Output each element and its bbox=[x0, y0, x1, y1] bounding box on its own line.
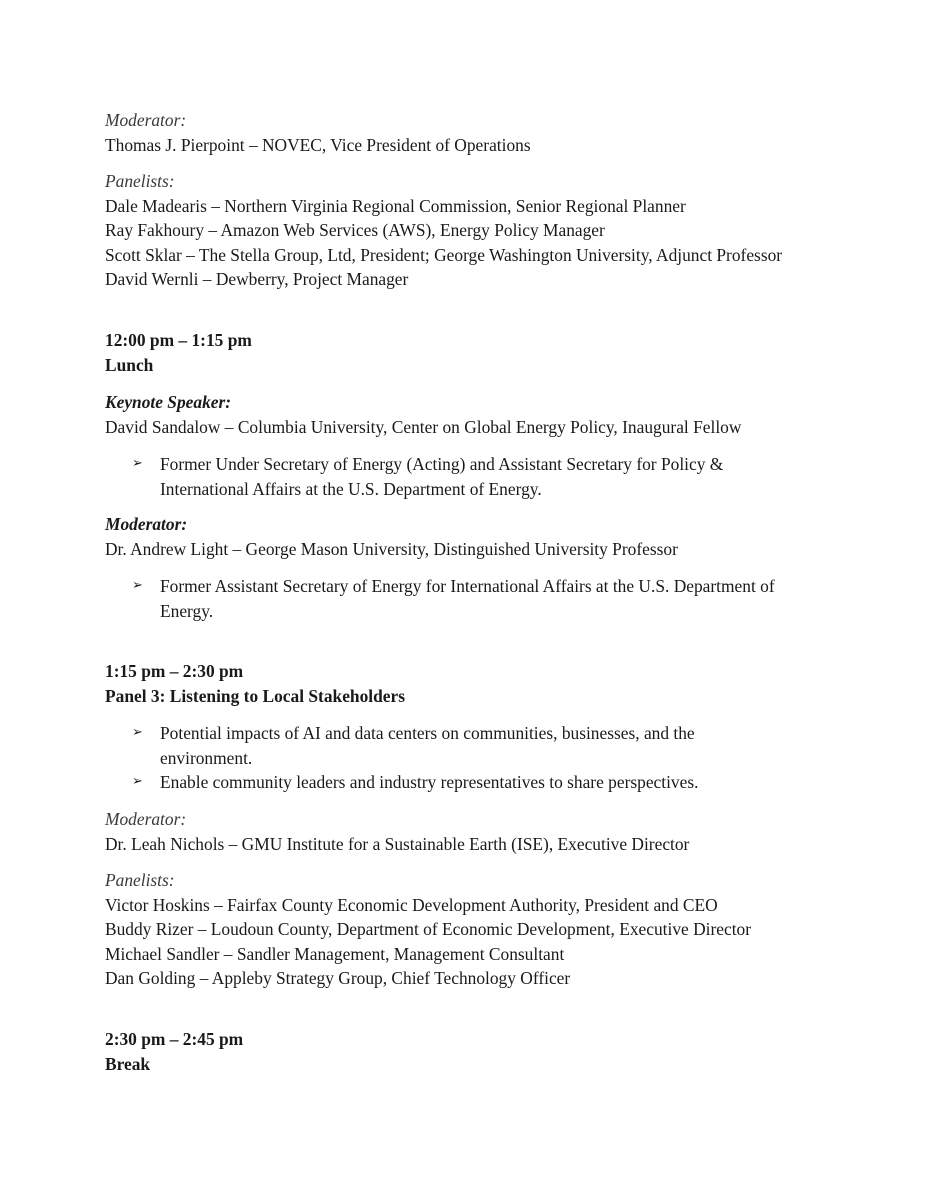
keynote-speaker: David Sandalow – Columbia University, Center on Global Energy Policy, Inaugural Fellow bbox=[105, 416, 742, 437]
panelist: David Wernli – Dewberry, Project Manager bbox=[105, 269, 409, 290]
moderator-label: Moderator: bbox=[105, 809, 187, 829]
keynote-block bbox=[105, 390, 865, 439]
arrow-bullet-icon: ➢ bbox=[132, 774, 143, 790]
panel3-panelists-block bbox=[105, 868, 865, 991]
moderator-notes bbox=[105, 574, 865, 623]
panelist: Ray Fakhoury – Amazon Web Services (AWS), Energy Policy Manager bbox=[105, 220, 605, 241]
moderator-name: Dr. Leah Nichols – GMU Institute for a Sustainable Earth (ISE), Executive Director bbox=[105, 833, 690, 854]
panelist: Buddy Rizer – Loudoun County, Department of Economic Development, Executive Director bbox=[105, 919, 752, 940]
arrow-bullet-icon: ➢ bbox=[132, 578, 143, 593]
panelist: Victor Hoskins – Fairfax County Economic Development Authority, President and CEO bbox=[105, 894, 718, 915]
list-item: ➢ Potential impacts of AI and data centers on communities, businesses, and the environment. bbox=[132, 723, 695, 768]
panelist: Dale Madearis – Northern Virginia Regional Commission, Senior Regional Planner bbox=[105, 195, 686, 216]
session-time: 1:15 pm – 2:30 pm bbox=[105, 661, 244, 681]
lunch-session-header bbox=[105, 328, 865, 377]
session-time: 2:30 pm – 2:45 pm bbox=[105, 1029, 244, 1049]
arrow-bullet-icon: ➢ bbox=[132, 725, 143, 740]
lunch-moderator-block bbox=[105, 512, 865, 561]
session-title: Lunch bbox=[105, 354, 154, 375]
session-time: 12:00 pm – 1:15 pm bbox=[105, 330, 252, 350]
moderator-label: Moderator: bbox=[105, 110, 187, 130]
panelist: Scott Sklar – The Stella Group, Ltd, President; George Washington University, Adjunct Professor bbox=[105, 244, 783, 265]
break-session-header bbox=[105, 1027, 865, 1076]
panelist: Michael Sandler – Sandler Management, Management Consultant bbox=[105, 943, 565, 964]
list-item: ➢ Enable community leaders and industry representatives to share perspectives. bbox=[105, 770, 865, 795]
arrow-bullet-icon: ➢ bbox=[132, 456, 143, 471]
panelists-label: Panelists: bbox=[105, 870, 175, 890]
session-title: Panel 3: Listening to Local Stakeholders bbox=[105, 685, 405, 706]
moderator-name: Thomas J. Pierpoint – NOVEC, Vice President of Operations bbox=[105, 134, 531, 155]
panel3-session-header bbox=[105, 659, 865, 708]
list-item: ➢ Former Under Secretary of Energy (Acting) and Assistant Secretary for Policy & International Affairs at the U.S. Department of Energy. bbox=[132, 454, 724, 499]
moderator-name: Dr. Andrew Light – George Mason University, Distinguished University Professor bbox=[105, 538, 678, 559]
list-item: ➢ Former Assistant Secretary of Energy for International Affairs at the U.S. Department of Energy. bbox=[132, 576, 775, 621]
panelist: Dan Golding – Appleby Strategy Group, Chief Technology Officer bbox=[105, 968, 571, 989]
panel2-panelists-block bbox=[105, 169, 865, 292]
moderator-label: Moderator: bbox=[105, 514, 188, 534]
keynote-label: Keynote Speaker: bbox=[105, 392, 232, 412]
panelists-label: Panelists: bbox=[105, 171, 175, 191]
keynote-notes bbox=[105, 452, 865, 501]
panel2-moderator-block bbox=[105, 108, 865, 157]
panel3-topics bbox=[105, 721, 865, 795]
panel3-moderator-block bbox=[105, 807, 865, 856]
session-title: Break bbox=[105, 1053, 151, 1074]
